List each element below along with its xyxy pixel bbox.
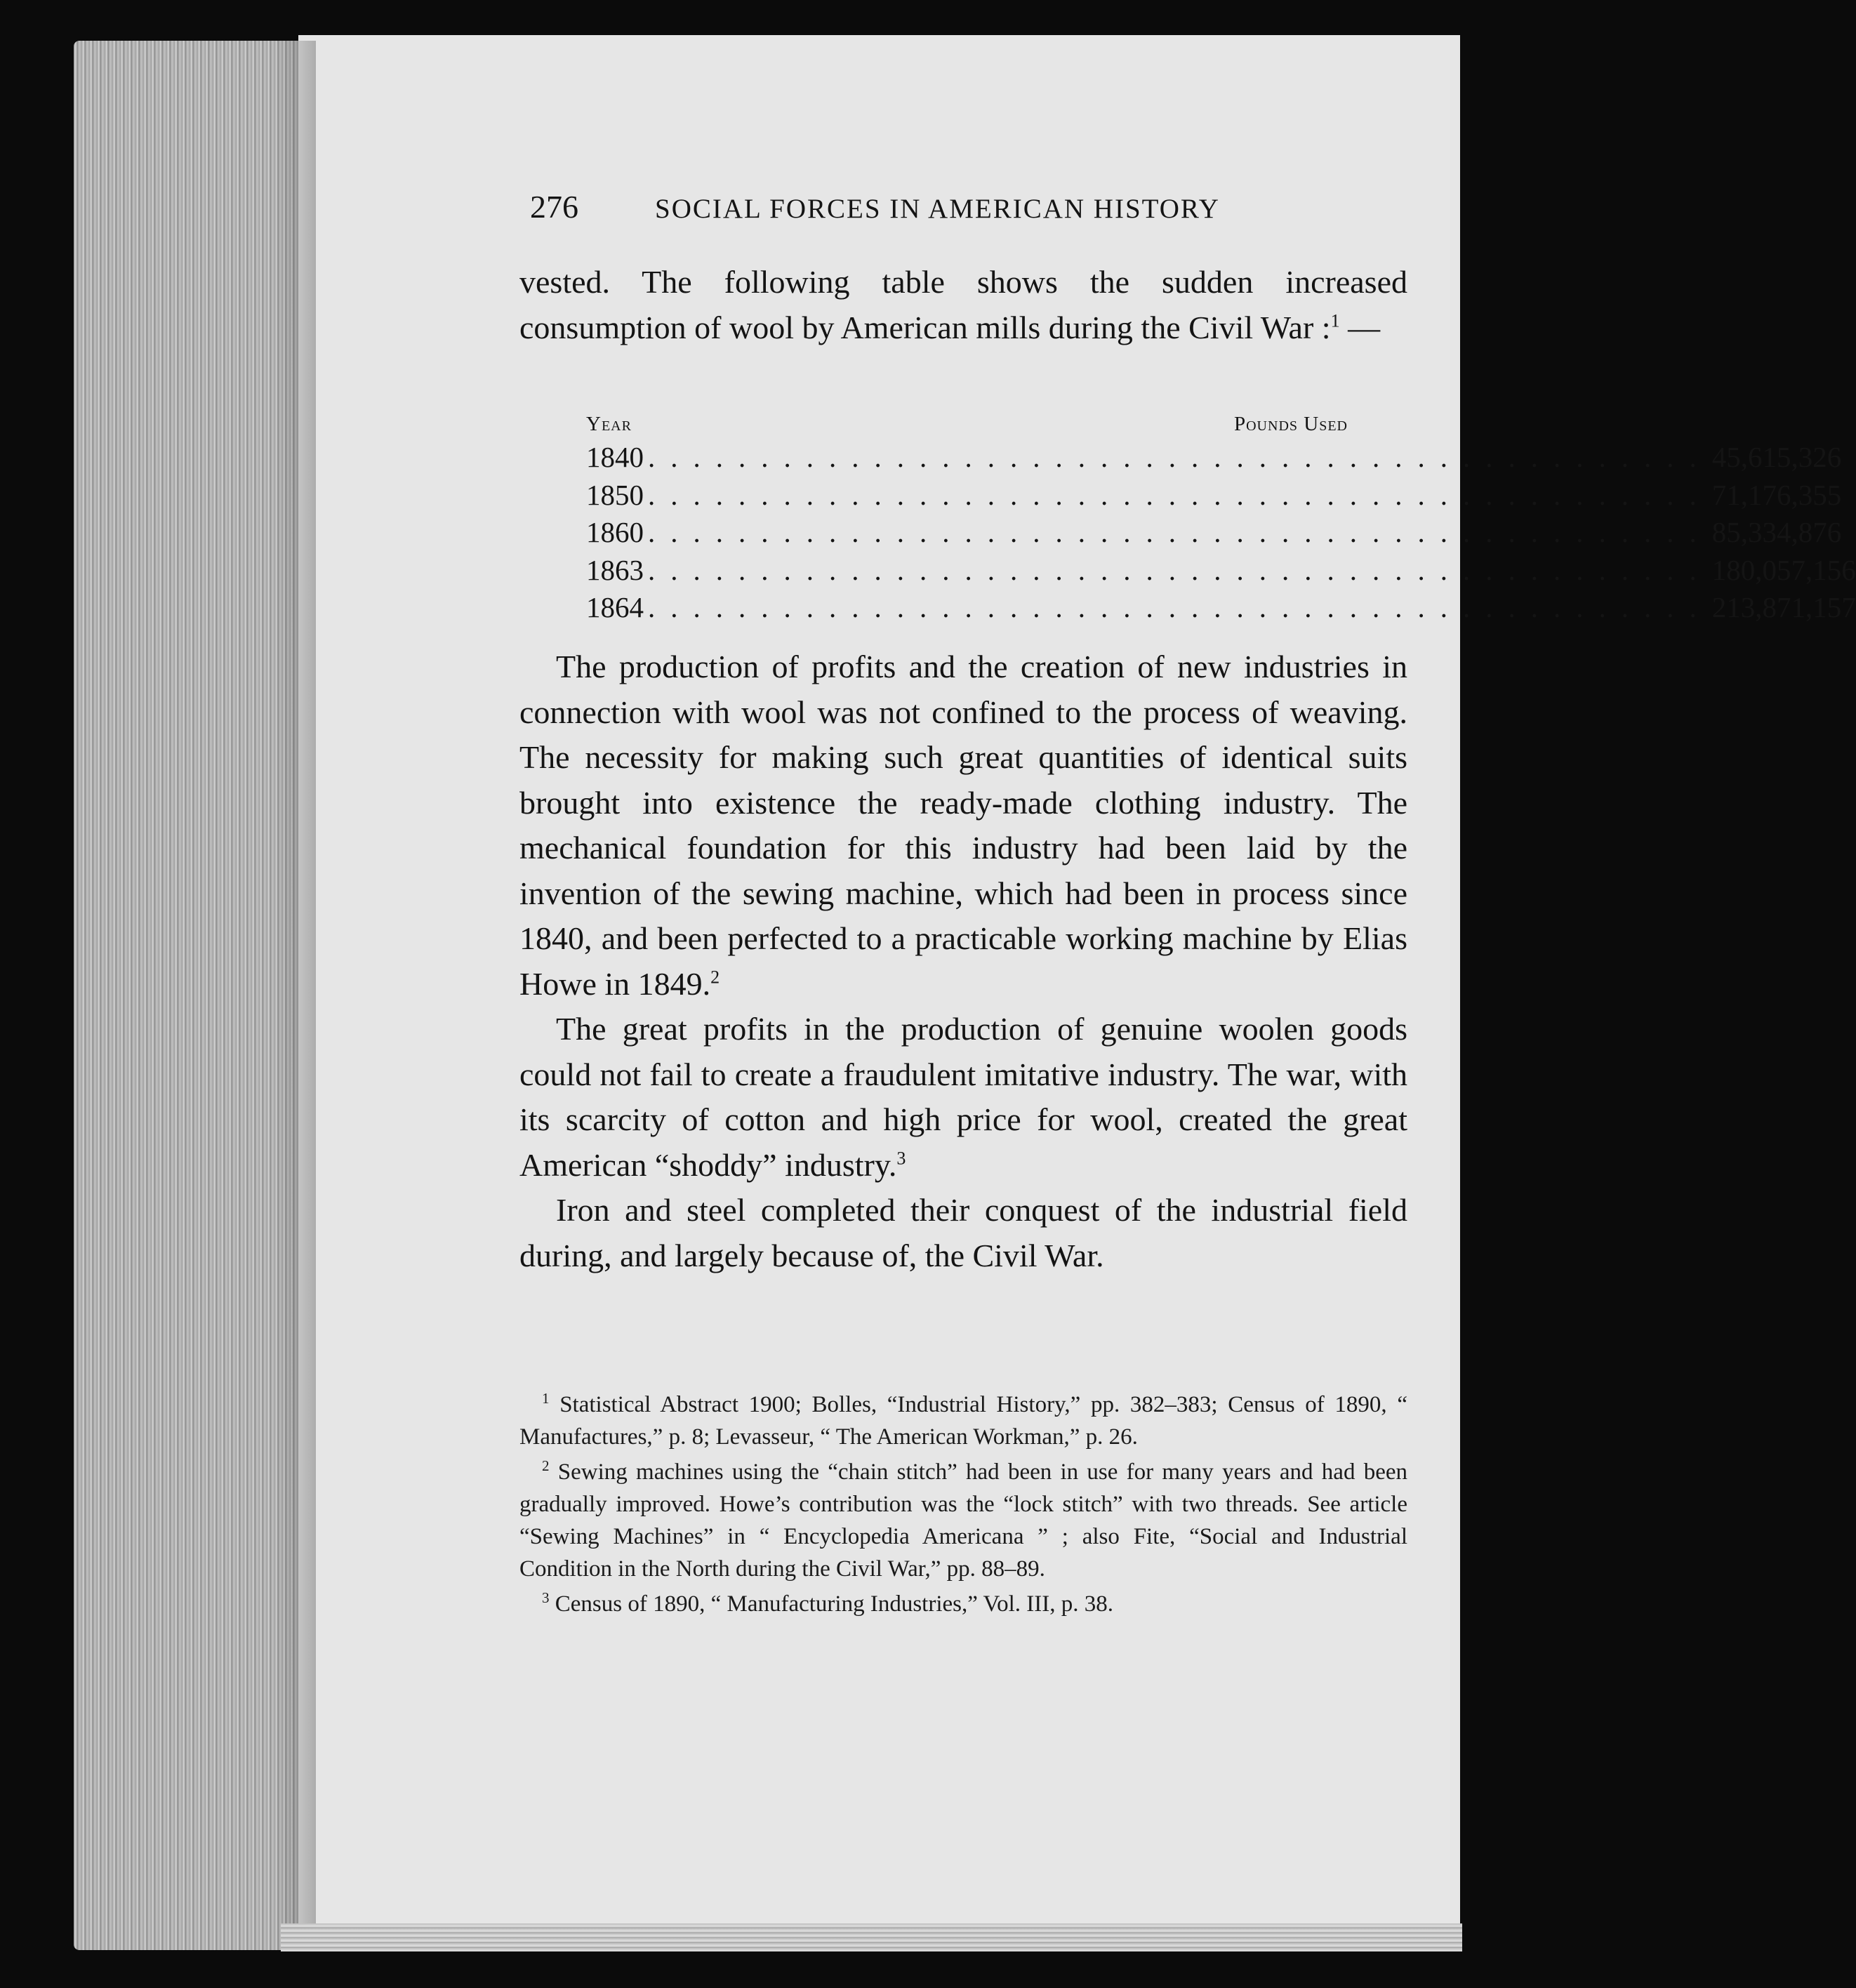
footnote-number: 1: [542, 1390, 550, 1407]
leader-dots: ...............................................: [648, 516, 1712, 548]
running-title: SOCIAL FORCES IN AMERICAN HISTORY: [655, 194, 1220, 224]
paragraph-text: The production of profits and the creation of new industries in connection with wool was not confined to the process of weaving. The necessity for making such great quantities of identical suits brought into existence the ready-made clothing industry. The mechanical foundation for this industry had been laid by the invention of the sewing machine, which had been in process since 1840, and been perfected to a practicable working machine by Elias Howe in 1849.: [519, 649, 1407, 1002]
footnote-text: Statistical Abstract 1900; Bolles, “Industrial History,” pp. 382–383; Census of 1890, “ Manufactures,” p. 8; Levasseur, “ The American Workman,” p. 26.: [519, 1392, 1408, 1450]
table-row: [586, 515, 1842, 553]
footnote-3: [519, 1588, 1407, 1620]
row-pounds: 71,176,355: [1711, 478, 1842, 511]
table-row: [586, 440, 1842, 478]
footnote-ref-1: 1: [1330, 310, 1340, 331]
footnote-2: [519, 1456, 1407, 1585]
leader-dots: ...............................................: [648, 478, 1712, 511]
row-year: 1864: [586, 591, 644, 623]
main-text: [519, 644, 1407, 1278]
col-header-year: Year: [586, 413, 632, 435]
footnotes: [519, 1389, 1407, 1623]
row-year: 1850: [586, 478, 644, 511]
page-header: [530, 188, 1288, 225]
paragraph-clothing-industry: [519, 644, 1407, 1007]
footnote-ref-2: 2: [710, 967, 720, 988]
row-pounds: 213,871,157: [1711, 591, 1856, 623]
footnote-text: Census of 1890, “ Manufacturing Industries,” Vol. III, p. 38.: [555, 1591, 1113, 1617]
intro-paragraph: [519, 260, 1407, 350]
table-row: [586, 478, 1842, 516]
footnote-1: [519, 1389, 1407, 1453]
table-row: [586, 553, 1856, 591]
intro-text: vested. The following table shows the sudden increased consumption of wool by American mills during the Civil War :: [519, 264, 1407, 345]
leader-dots: ...............................................: [648, 553, 1712, 586]
row-pounds: 180,057,156: [1711, 553, 1856, 586]
paragraph-shoddy-industry: [519, 1007, 1407, 1188]
gutter-shadow: [274, 41, 316, 1950]
paragraph-text: The great profits in the production of genuine woolen goods could not fail to create a fraudulent imitative industry. The war, with its scarcity of cotton and high price for wool, created the great American “shoddy” industry.: [519, 1011, 1407, 1183]
intro-suffix: —: [1339, 309, 1381, 345]
row-pounds: 45,615,326: [1711, 441, 1842, 473]
footnote-ref-3: 3: [896, 1148, 906, 1169]
leader-dots: ...............................................: [648, 591, 1712, 623]
footnote-number: 2: [542, 1457, 550, 1474]
book-page-edges: [74, 41, 305, 1950]
row-year: 1863: [586, 553, 644, 586]
page-number: 276: [530, 189, 578, 225]
row-year: 1840: [586, 441, 644, 473]
row-pounds: 85,334,876: [1711, 516, 1842, 548]
wool-consumption-table: [586, 413, 1856, 628]
book-bottom-edge: [281, 1923, 1462, 1951]
footnote-text: Sewing machines using the “chain stitch” had been in use for many years and had been gradually improved. Howe’s contribution was the “lock stitch” with two threads. See article “Sewing Machines” in “ Encyclopedia Americana ” ; also Fite, “Social and Industrial Condition in the North during the Civil War,” pp. 88–89.: [519, 1459, 1407, 1582]
footnote-number: 3: [542, 1589, 550, 1606]
row-year: 1860: [586, 516, 644, 548]
table-header: [586, 413, 1348, 436]
col-header-pounds: Pounds Used: [1233, 413, 1348, 435]
leader-dots: ...............................................: [648, 441, 1712, 473]
paragraph-iron-steel: Iron and steel completed their conquest of the industrial field during, and largely because of, the Civil War.: [519, 1192, 1407, 1273]
table-row: [586, 590, 1856, 628]
